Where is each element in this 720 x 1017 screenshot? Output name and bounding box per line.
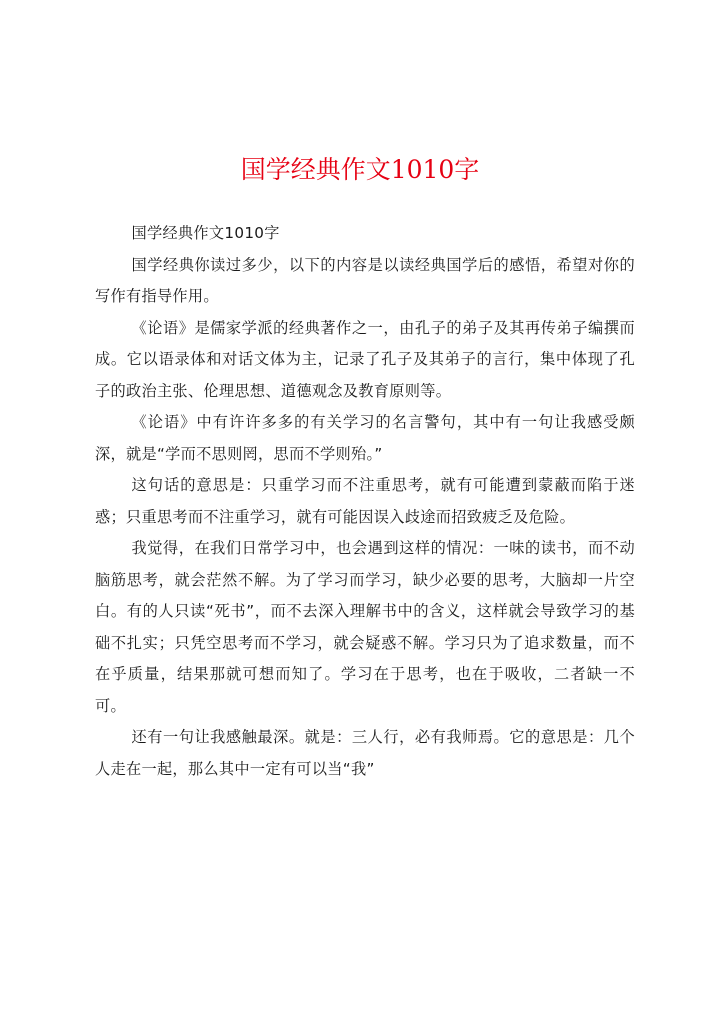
document-body: [95, 218, 635, 785]
paragraph: 《论语》中有许许多多的有关学习的名言警句，其中有一句让我感受颇深，就是“学而不思则罔，思而不学则殆。”: [95, 413, 635, 463]
document-title: 国学经典作文1010字: [240, 155, 480, 184]
paragraph: 国学经典作文1010字: [131, 224, 280, 242]
paragraph: 国学经典你读过多少，以下的内容是以读经典国学后的感悟，希望对你的写作有指导作用。: [95, 255, 635, 305]
paragraph: 还有一句让我感触最深。就是：三人行，必有我师焉。它的意思是：几个人走在一起，那么其中一定有可以当“我”: [95, 728, 635, 778]
paragraph: 这句话的意思是：只重学习而不注重思考，就有可能遭到蒙蔽而陷于迷惑；只重思考而不注重学习，就有可能因误入歧途而招致疲乏及危险。: [95, 476, 635, 526]
paragraph: 我觉得，在我们日常学习中，也会遇到这样的情况：一味的读书，而不动脑筋思考，就会茫然不解。为了学习而学习，缺少必要的思考，大脑却一片空白。有的人只读“死书”，而不去深入理解书中的含义，这样就会导致学习的基础不扎实；只凭空思考而不学习，就会疑惑不解。学习只为了追求数量，而不在乎质量，结果那就可想而知了。学习在于思考，也在于吸收，二者缺一不可。: [95, 539, 635, 715]
paragraph: 《论语》是儒家学派的经典著作之一，由孔子的弟子及其再传弟子编撰而成。它以语录体和对话文体为主，记录了孔子及其弟子的言行，集中体现了孔子的政治主张、伦理思想、道德观念及教育原则等。: [95, 318, 635, 400]
